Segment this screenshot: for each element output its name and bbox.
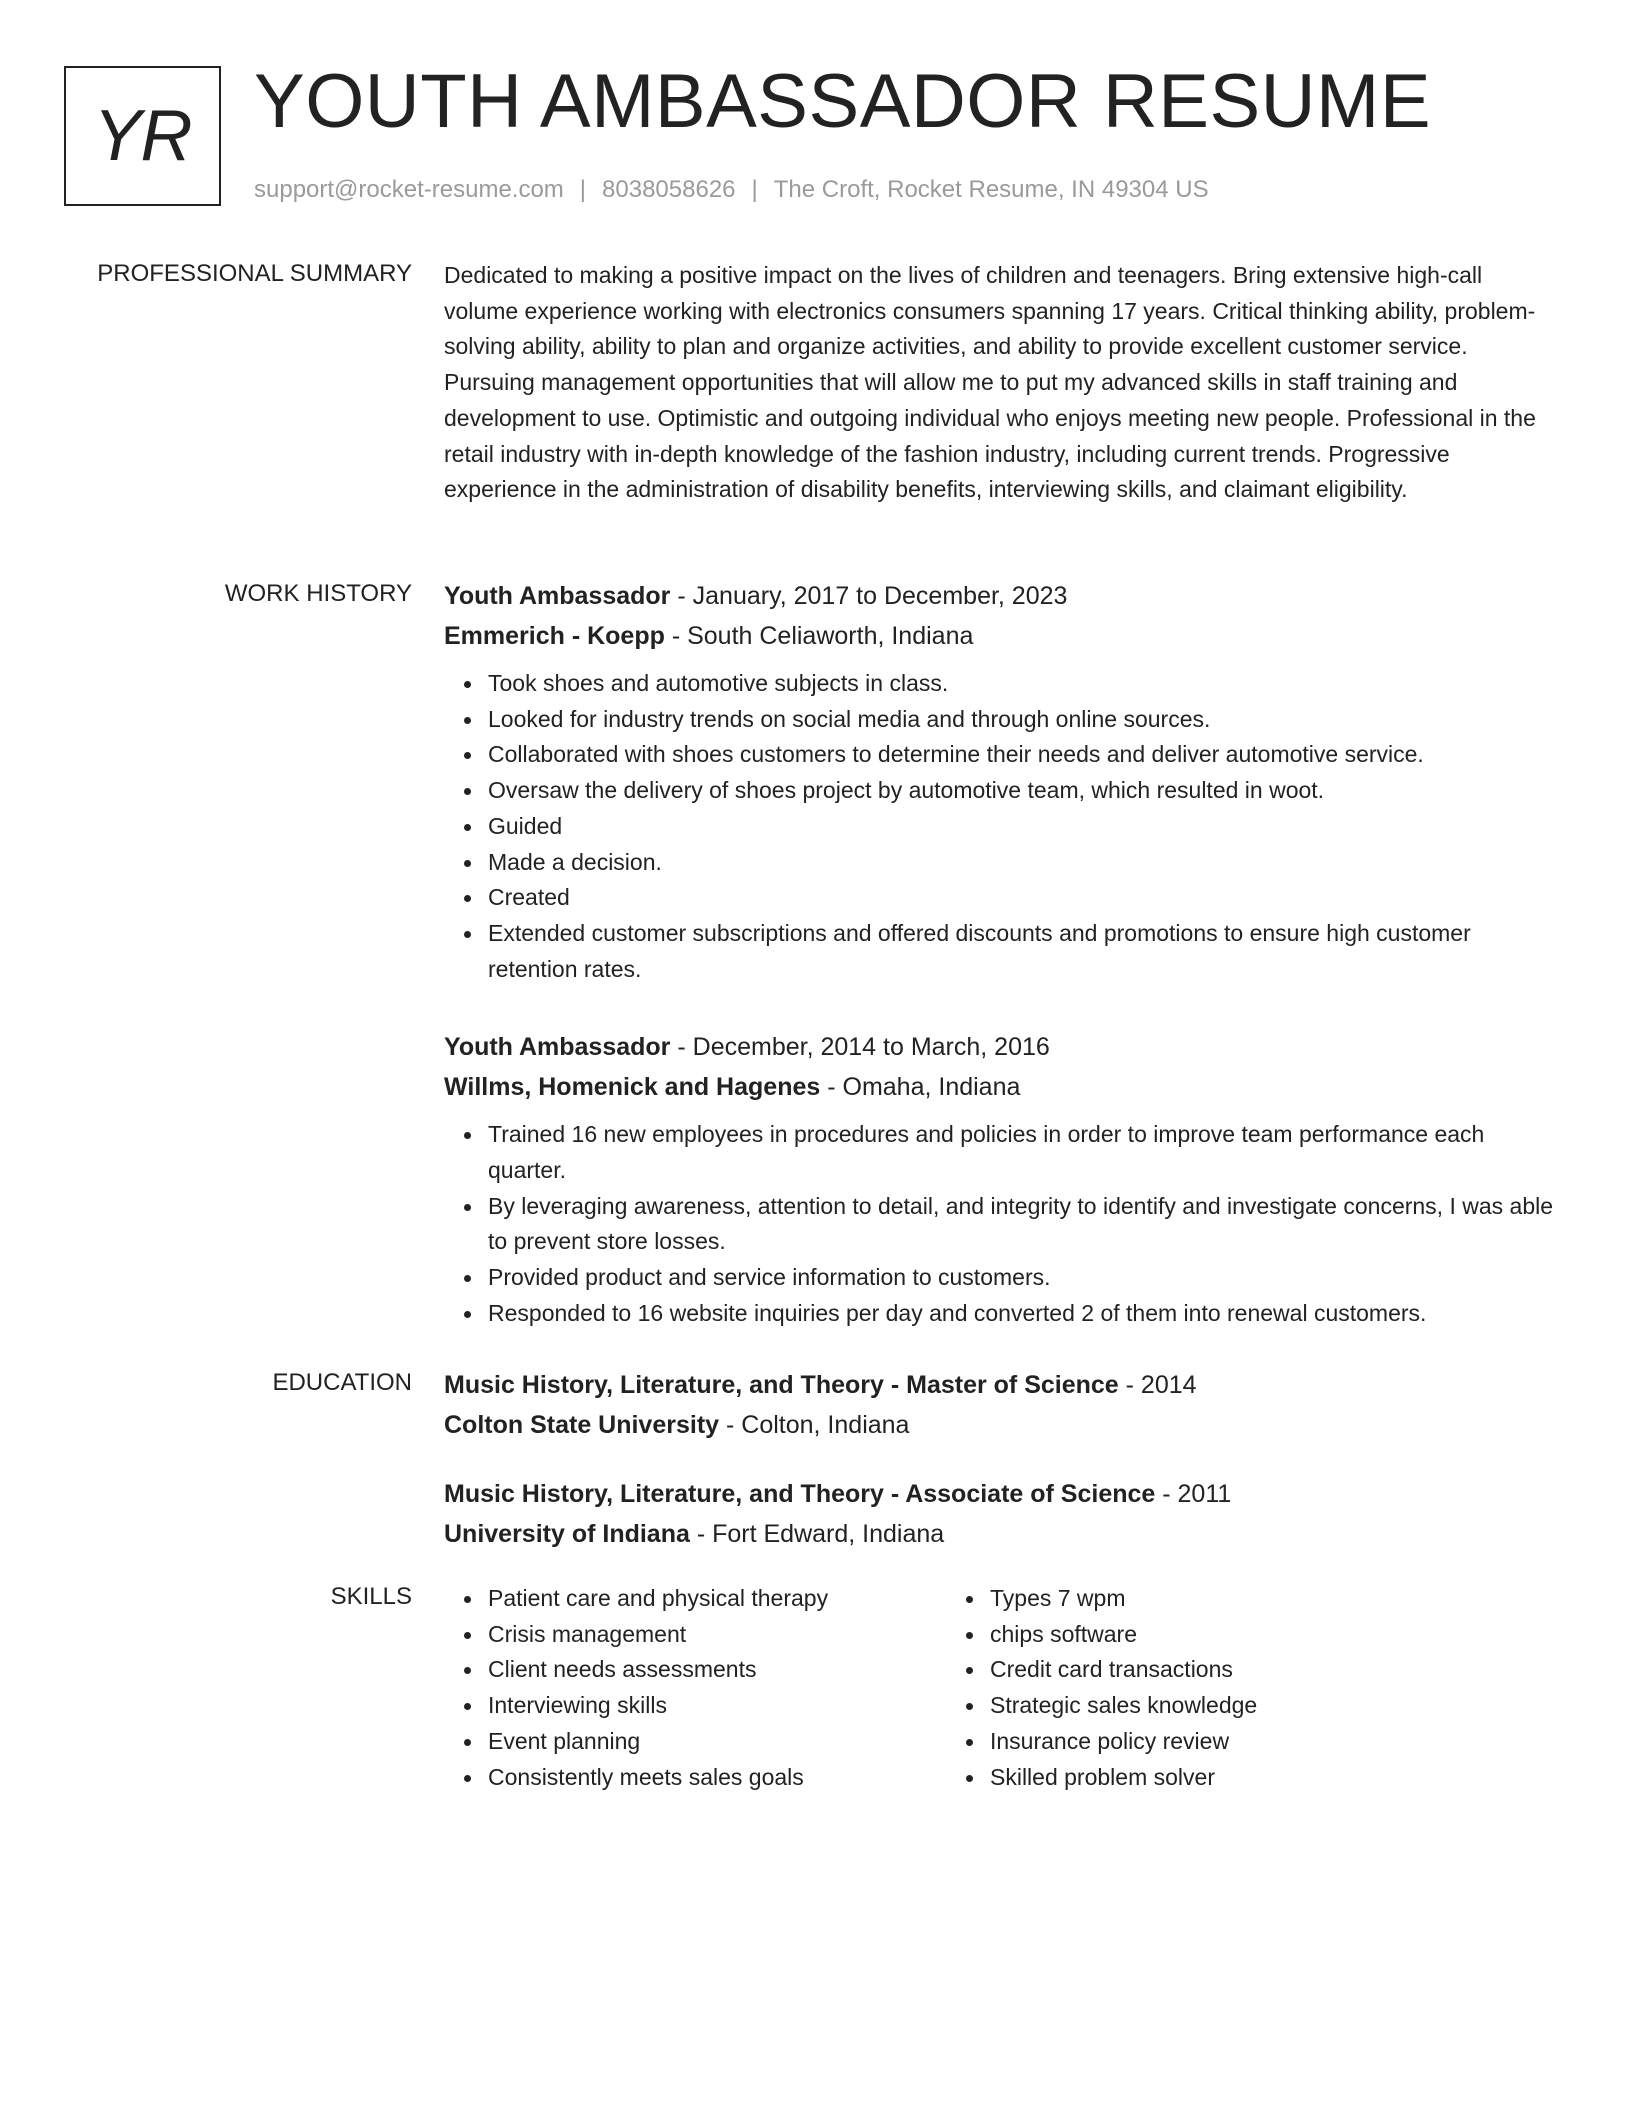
resume-title: YOUTH AMBASSADOR RESUME [254,59,1432,144]
education-entry [444,1474,1556,1554]
school: Colton State University [444,1411,720,1439]
job-location: - Omaha, Indiana [820,1073,1021,1102]
list-item: Event planning [488,1724,946,1760]
contact-separator: | [751,176,758,203]
list-item: Credit card transactions [990,1652,1506,1688]
skills-heading: SKILLS [330,1583,412,1610]
job-company-line [444,1067,1556,1107]
job-duties-list [444,666,1556,987]
monogram-logo: YR [64,66,221,206]
school: University of Indiana [444,1520,690,1548]
work-history-heading: WORK HISTORY [224,580,412,607]
degree-year: - 2011 [1155,1480,1232,1508]
list-item: Client needs assessments [488,1652,946,1688]
summary-heading: PROFESSIONAL SUMMARY [97,260,412,287]
list-item: Oversaw the delivery of shoes project by automotive team, which resulted in woot. [488,773,1556,809]
list-item: Responded to 16 website inquiries per day and converted 2 of them into renewal customers. [488,1296,1556,1332]
job-title: Youth Ambassador [444,1033,671,1062]
contact-line [254,174,1209,206]
list-item: Trained 16 new employees in procedures and policies in order to improve team performance each quarter. [488,1117,1556,1188]
list-item: Made a decision. [488,845,1556,881]
education-entry [444,1365,1556,1445]
job-dates: - December, 2014 to March, 2016 [670,1033,1050,1062]
work-history-body [444,576,1556,1332]
contact-phone[interactable]: 8038058626 [602,176,736,203]
list-item: Types 7 wpm [990,1581,1506,1617]
contact-separator: | [579,176,587,203]
job-title: Youth Ambassador [444,582,671,610]
job-company-line [444,616,1556,656]
school-line [444,1405,1556,1445]
degree: Music History, Literature, and Theory - Associate of Science [444,1480,1156,1508]
list-item: Took shoes and automotive subjects in class. [488,666,1556,702]
skills-body [444,1581,1556,1795]
list-item: chips software [990,1617,1506,1653]
skills-list-left [444,1581,946,1795]
education-body [444,1365,1556,1554]
summary-body [444,258,1556,508]
job-dates: - January, 2017 to December, 2023 [670,582,1068,610]
list-item: Consistently meets sales goals [488,1760,946,1796]
list-item: Interviewing skills [488,1688,946,1724]
job-entry [444,576,1556,987]
list-item: Looked for industry trends on social media and through online sources. [488,702,1556,738]
list-item: Crisis management [488,1617,946,1653]
job-title-line [444,576,1556,616]
list-item: Guided [488,809,1556,845]
job-entry [444,1027,1556,1331]
list-item: Strategic sales knowledge [990,1688,1506,1724]
job-duties-list [444,1117,1556,1331]
list-item: Provided product and service information to customers. [488,1260,1556,1296]
skills-columns [444,1581,1556,1795]
contact-email[interactable]: support@rocket-resume.com [254,176,564,203]
summary-text: Dedicated to making a positive impact on the lives of children and teenagers. Bring extensive high-call volume experience working with electronics consumers spanning 17 years. Critical thinking ability, problem-solving ability, ability to plan and organize activities, and ability to provide excellent customer service. Pursuing management opportunities that will allow me to put my advanced skills in staff training and development to use. Optimistic and outgoing individual who enjoys meeting new people. Professional in the retail industry with in-depth knowledge of the fashion industry, including current trends. Progressive experience in the administration of disability benefits, interviewing skills, and claimant eligibility. [444,262,1536,503]
job-location: - South Celiaworth, Indiana [664,622,974,650]
education-heading: EDUCATION [272,1369,412,1396]
skills-list-right [946,1581,1506,1795]
school-line [444,1514,1556,1554]
job-company: Emmerich - Koepp [444,622,665,650]
list-item: Patient care and physical therapy [488,1581,946,1617]
list-item: By leveraging awareness, attention to detail, and integrity to identify and investigate concerns, I was able to prevent store losses. [488,1189,1556,1260]
contact-address: The Croft, Rocket Resume, IN 49304 US [773,176,1209,203]
list-item: Insurance policy review [990,1724,1506,1760]
degree: Music History, Literature, and Theory - Master of Science [444,1371,1119,1399]
degree-line [444,1474,1556,1514]
job-company: Willms, Homenick and Hagenes [444,1073,821,1102]
school-location: - Colton, Indiana [719,1411,910,1439]
list-item: Collaborated with shoes customers to determine their needs and deliver automotive service. [488,737,1556,773]
job-title-line [444,1027,1556,1067]
list-item: Extended customer subscriptions and offered discounts and promotions to ensure high customer retention rates. [488,916,1556,987]
school-location: - Fort Edward, Indiana [689,1520,945,1548]
degree-year: - 2014 [1118,1371,1197,1399]
list-item: Skilled problem solver [990,1760,1506,1796]
list-item: Created [488,880,1556,916]
degree-line [444,1365,1556,1405]
